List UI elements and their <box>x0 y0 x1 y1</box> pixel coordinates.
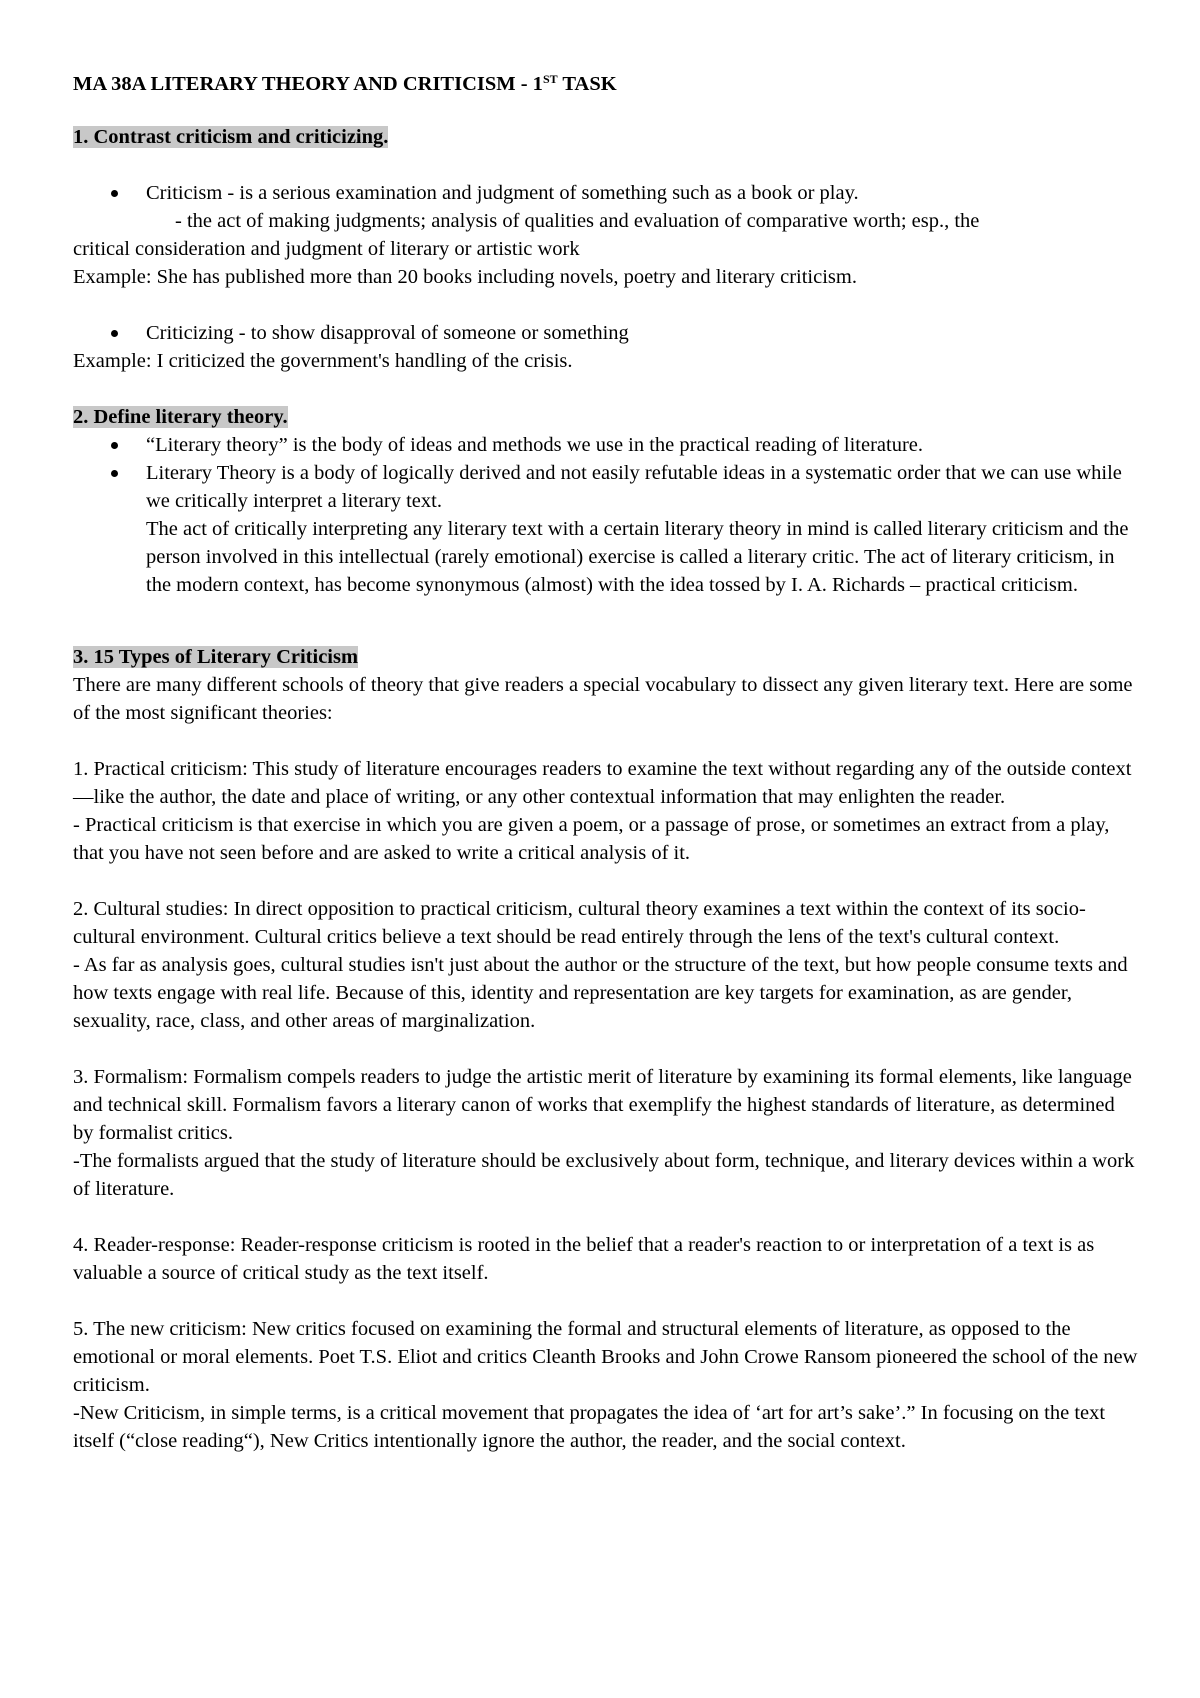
definition-continuation: critical consideration and judgment of literary or artistic work <box>73 238 580 260</box>
list-item: Criticizing - to show disapproval of someone or something <box>73 319 1140 347</box>
theory-text: 1. Practical criticism: This study of literature encourages readers to examine the text without regarding any of the outside context—like the author, the date and place of writing, or any other contextual information that may enlighten the reader. <box>73 758 1132 808</box>
theory-text: 2. Cultural studies: In direct opposition to practical criticism, cultural theory examines a text within the context of its socio-cultural environment. Cultural critics believe a text should be read entirely through the lens of the text's cultural context. <box>73 898 1086 948</box>
title-superscript: ST <box>542 72 558 86</box>
section-3-intro: There are many different schools of theory that give readers a special vocabulary to dissect any given literary text. Here are some of the most significant theories: <box>73 674 1133 724</box>
bullet-icon <box>111 330 118 337</box>
paragraph: The act of critically interpreting any literary text with a certain literary theory in mind is called literary criticism and the person involved in this intellectual (rarely emotional) exercise is called a literary critic. The act of literary criticism, in the modern context, has become synonymous (almost) with the idea tossed by I. A. Richards – practical criticism. <box>146 518 1129 596</box>
section-2-list <box>73 431 1140 515</box>
document-title: MA 38A LITERARY THEORY AND CRITICISM - 1ST TASK <box>73 72 617 95</box>
theory-note: - As far as analysis goes, cultural studies isn't just about the author or the structure of the text, but how people consume texts and how texts engage with real life. Because of this, identity and representation are key targets for examination, as are gender, sexuality, race, class, and other areas of marginalization. <box>73 954 1128 1032</box>
theory-item <box>73 1231 1140 1287</box>
bullet-icon <box>111 470 118 477</box>
section-1-list <box>73 179 1140 207</box>
theory-note: - Practical criticism is that exercise in which you are given a poem, or a passage of prose, or sometimes an extract from a play, that you have not seen before and are asked to write a critical analysis of it. <box>73 814 1110 864</box>
bullet-icon <box>111 442 118 449</box>
example-text: Example: I criticized the government's handling of the crisis. <box>73 350 573 372</box>
theory-item <box>73 895 1140 1035</box>
section-1-list <box>73 319 1140 347</box>
example-text: Example: She has published more than 20 books including novels, poetry and literary criticism. <box>73 266 857 288</box>
list-item: Criticism - is a serious examination and judgment of something such as a book or play. <box>73 179 1140 207</box>
theory-note: -The formalists argued that the study of literature should be exclusively about form, technique, and literary devices within a work of literature. <box>73 1150 1135 1200</box>
section-1-heading: 1. Contrast criticism and criticizing. <box>73 126 389 148</box>
theory-note: -New Criticism, in simple terms, is a critical movement that propagates the idea of ‘art for art’s sake’.” In focusing on the text itself (“close reading“), New Critics intentionally ignore the author, the reader, and the social context. <box>73 1402 1106 1452</box>
theory-item <box>73 1315 1140 1455</box>
section-3-heading: 3. 15 Types of Literary Criticism <box>73 646 359 668</box>
theory-item <box>73 1063 1140 1203</box>
theory-text: 5. The new criticism: New critics focused on examining the formal and structural elements of literature, as opposed to the emotional or moral elements. Poet T.S. Eliot and critics Cleanth Brooks and John Crowe Ransom pioneered the school of the new criticism. <box>73 1318 1138 1396</box>
theory-item <box>73 755 1140 867</box>
definition-continuation: - the act of making judgments; analysis of qualities and evaluation of comparative worth; esp., the <box>175 210 980 232</box>
list-item: Literary Theory is a body of logically derived and not easily refutable ideas in a systematic order that we can use while we critically interpret a literary text. <box>73 459 1140 515</box>
list-item: “Literary theory” is the body of ideas and methods we use in the practical reading of literature. <box>73 431 1140 459</box>
theory-text: 4. Reader-response: Reader-response criticism is rooted in the belief that a reader's reaction to or interpretation of a text is as valuable a source of critical study as the text itself. <box>73 1234 1095 1284</box>
bullet-icon <box>111 190 118 197</box>
theory-text: 3. Formalism: Formalism compels readers to judge the artistic merit of literature by examining its formal elements, like language and technical skill. Formalism favors a literary canon of works that exemplify the highest standards of literature, as determined by formalist critics. <box>73 1066 1132 1144</box>
section-2-heading: 2. Define literary theory. <box>73 406 288 428</box>
